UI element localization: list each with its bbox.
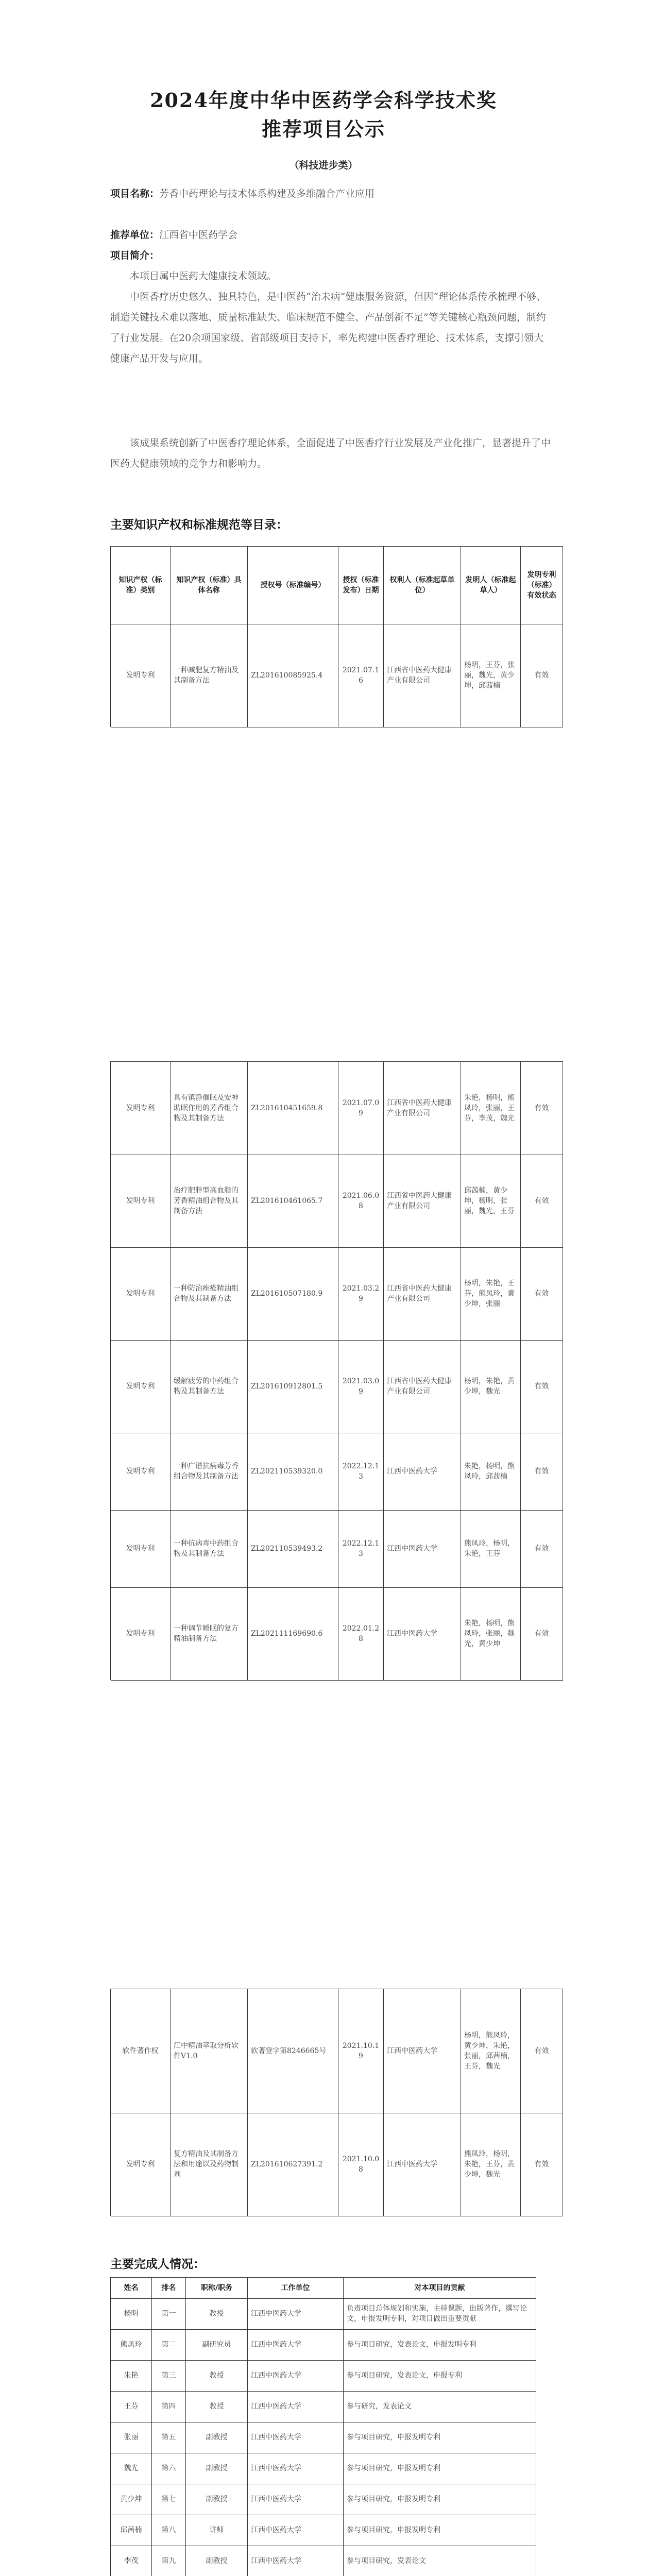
table-cell: 参与项目研究，申报发明专利 [344,2515,536,2546]
table-cell: 江西中医药大学 [248,2298,344,2329]
table-cell: ZL202111169690.6 [248,1587,338,1680]
table-cell: 江西省中医药大健康产业有限公司 [384,624,461,727]
table-cell: 发明专利 [111,1340,171,1433]
table-cell: 第八 [152,2515,186,2546]
table-cell: 参与项目研究，申报发明专利 [344,2422,536,2453]
table-cell: 发明专利 [111,1587,171,1680]
table-cell: 缓解疲劳的中药组合物及其制备方法 [171,1340,248,1433]
table-cell: 朱艳，杨明，熊凤玲，张丽，魏光，黄少坤 [461,1587,521,1680]
table-cell: 江西中医药大学 [248,2360,344,2391]
table-cell: 参与项目研究，申报发明专利 [344,2484,536,2515]
table-cell: 魏光 [111,2453,152,2484]
table-cell: 参与项目研究，发表论文，申报发明专利 [344,2329,536,2360]
table-row [111,2329,536,2361]
table-cell: 2022.12.13 [338,1433,384,1510]
table-cell: 有效 [521,2113,563,2216]
table-cell: 参与项目研究，发表论文，申报专利 [344,2360,536,2391]
table-cell: 有效 [521,1247,563,1340]
table-cell: 杨明，王芬，张丽，魏光，黄少坤，邱茜楠 [461,624,521,727]
table-cell: 第六 [152,2453,186,2484]
table-cell: 发明专利 [111,624,171,727]
table-cell: ZL201610627391.2 [248,2113,338,2216]
table-cell: 有效 [521,1510,563,1587]
table-row [111,1587,563,1681]
summary-p2: 中医香疗历史悠久、独具特色，是中医药“治未病”健康服务资源，但因“理论体系传承梳理不够、制造关键技术难以落地、质量标准缺失、临床规范不健全、产品创新不足”等关键核心瓶颈问题，制约了行业发展。在20余项国家级、省部级项目支持下，率先构建中医香疗理论、技术体系，支撑引领大健康产品开发与应用。 [110,291,547,364]
table-row [111,1155,563,1248]
table-cell: ZL201610451659.8 [248,1062,338,1155]
table-cell: 有效 [521,1340,563,1433]
table-cell: 副教授 [186,2422,248,2453]
table-cell: 一种防治痤疮精油组合物及其制备方法 [171,1247,248,1340]
table-row [111,2360,536,2392]
table-row [111,2391,536,2422]
table-cell: 发明专利 [111,1510,171,1587]
table-cell: 有效 [521,624,563,727]
table-cell: 第四 [152,2391,186,2422]
table-cell: 熊凤玲，杨明，朱艳，王芬 [461,1510,521,1587]
table-cell: 第一 [152,2298,186,2329]
table-cell: 朱艳 [111,2360,152,2391]
table-cell: 黄少坤 [111,2484,152,2515]
table-cell: 软著登字第8246665号 [248,1989,338,2113]
recommender: 江西省中医药学会 [159,229,238,241]
header-cell: 授权号（标准编号） [248,547,338,624]
table-cell: ZL201610912801.5 [248,1340,338,1433]
people-table-block-1 [110,2277,536,2576]
table-cell: 发明专利 [111,1062,171,1155]
table-cell: 江西中医药大学 [248,2546,344,2576]
table-cell: 2022.01.28 [338,1587,384,1680]
table-cell: 朱艳，杨明，熊凤玲，邱茜楠 [461,1433,521,1510]
table-cell: 2021.03.09 [338,1340,384,1433]
table-cell: 江西中医药大学 [384,1587,461,1680]
recommender-label: 推荐单位： [110,229,160,241]
ip-table-block-1 [110,546,563,727]
table-cell: 江西中医药大学 [384,1433,461,1510]
table-cell: 软件著作权 [111,1989,171,2113]
summary-p1: 本项目属中医药大健康技术领域。 [130,270,277,282]
table-row [111,2298,536,2330]
table-cell: 2021.07.09 [338,1062,384,1155]
table-cell: 熊凤玲，杨明，朱艳，王芬，黄少坤，魏光 [461,2113,521,2216]
header-cell: 知识产权（标准）类别 [111,547,171,624]
table-row [111,2453,536,2484]
table-row [111,624,563,727]
table-cell: 副研究员 [186,2329,248,2360]
table-cell: 副教授 [186,2546,248,2576]
header-cell: 工作单位 [248,2278,344,2298]
table-cell: ZL201610507180.9 [248,1247,338,1340]
table-cell: 李茂 [111,2546,152,2576]
table-cell: 有效 [521,1155,563,1247]
ip-table-block-2 [110,1061,563,1680]
table-cell: 江西省中医药大健康产业有限公司 [384,1340,461,1433]
table-cell: 副教授 [186,2453,248,2484]
table-row [111,1062,563,1155]
table-cell: 第五 [152,2422,186,2453]
table-row [111,1510,563,1588]
table-cell: 江西中医药大学 [248,2422,344,2453]
table-row [111,1989,563,2113]
table-cell: 一种抗病毒中药组合物及其制备方法 [171,1510,248,1587]
table-cell: 教授 [186,2391,248,2422]
table-cell: 治疗肥胖型高血脂的芳香精油组合物及其制备方法 [171,1155,248,1247]
table-cell: 一种广谱抗病毒芳香组合物及其制备方法 [171,1433,248,1510]
table-cell: 江西中医药大学 [248,2453,344,2484]
table-cell: 具有镇静催眠及安神助眠作用的芳香组合物及其制备方法 [171,1062,248,1155]
ip-table-block-3 [110,1989,563,2216]
table-cell: 复方精油及其制备方法和用途以及药物制剂 [171,2113,248,2216]
table-cell: 江西省中医药大健康产业有限公司 [384,1062,461,1155]
table-row [111,2113,563,2216]
table-cell: 王芬 [111,2391,152,2422]
table-cell: 有效 [521,1587,563,1680]
table-cell: 一种减肥复方精油及其制备方法 [171,624,248,727]
table-cell: 江西中医药大学 [384,1989,461,2113]
header-cell: 知识产权（标准）具体名称 [171,547,248,624]
summary-p3: 该成果系统创新了中医香疗理论体系，全面促进了中医香疗行业发展及产业化推广，显著提升了中医药大健康领域的竞争力和影响力。 [110,437,551,469]
doc-title-line1: 2024年度中华中医药学会科学技术奖 [150,89,497,112]
table-cell: ZL201610461065.7 [248,1155,338,1247]
table-cell: 2021.06.08 [338,1155,384,1247]
table-cell: 第三 [152,2360,186,2391]
table-cell: 江中精油萃取分析软件V1.0 [171,1989,248,2113]
header-cell: 权利人（标准起草单位） [384,547,461,624]
header-cell: 授权（标准发布）日期 [338,547,384,624]
table-header-row [111,2278,536,2299]
table-cell: 邱茜楠，黄少坤，杨明，张丽，魏光，王芬 [461,1155,521,1247]
table-cell: 杨明，朱艳，王芬，熊凤玲，黄少坤，张丽 [461,1247,521,1340]
recommender-line [110,225,553,245]
table-row [111,2422,536,2453]
table-cell: 第九 [152,2546,186,2576]
table-cell: 江西中医药大学 [248,2484,344,2515]
ip-section-title: 主要知识产权和标准规范等目录： [110,518,288,532]
table-cell: 有效 [521,1989,563,2113]
table-cell: 一种调节睡眠的复方精油制备方法 [171,1587,248,1680]
table-cell: 2021.03.29 [338,1247,384,1340]
table-cell: 参与项目研究，申报发明专利 [344,2453,536,2484]
project-name-label: 项目名称： [110,188,160,199]
table-cell: ZL202110539320.0 [248,1433,338,1510]
table-cell: 江西中医药大学 [248,2329,344,2360]
table-cell: 参与项目研究，发表论文 [344,2546,536,2576]
table-row [111,1340,563,1433]
table-cell: 熊凤玲 [111,2329,152,2360]
table-cell: 2022.12.13 [338,1510,384,1587]
table-row [111,1247,563,1341]
header-cell: 职称/职务 [186,2278,248,2298]
table-row [111,1433,563,1511]
table-cell: 张丽 [111,2422,152,2453]
doc-category: （科技进步类） [289,160,358,171]
table-cell: 发明专利 [111,1247,171,1340]
table-cell: 参与研究，发表论文 [344,2391,536,2422]
project-name: 芳香中药理论与技术体系构建及多维融合产业应用 [159,188,375,199]
table-cell: 杨明，熊凤玲，黄少坤，朱艳，张丽，邱茜楠，王芬，魏光 [461,1989,521,2113]
table-cell: 发明专利 [111,1433,171,1510]
table-cell: 朱艳，杨明，熊凤玲，张丽，王芬，李茂，魏光 [461,1062,521,1155]
table-cell: 江西中医药大学 [384,1510,461,1587]
table-header-row [111,547,563,624]
header-cell: 发明专利（标准）有效状态 [521,547,563,624]
table-cell: 江西中医药大学 [248,2515,344,2546]
table-cell: 讲师 [186,2515,248,2546]
table-row [111,2546,536,2576]
table-row [111,2484,536,2515]
table-cell: 第七 [152,2484,186,2515]
doc-title-line2: 推荐项目公示 [261,117,385,141]
header-cell: 对本项目的贡献 [344,2278,536,2298]
table-cell: ZL201610085925.4 [248,624,338,727]
table-cell: 2021.10.08 [338,2113,384,2216]
table-cell: 副教授 [186,2484,248,2515]
people-section-title: 主要完成人情况： [110,2257,205,2271]
table-cell: 有效 [521,1433,563,1510]
table-cell: ZL202110539493.2 [248,1510,338,1587]
table-row [111,2515,536,2546]
table-cell: 江西中医药大学 [248,2391,344,2422]
table-cell: 邱茜楠 [111,2515,152,2546]
table-cell: 发明专利 [111,2113,171,2216]
table-cell: 江西中医药大学 [384,2113,461,2216]
table-cell: 2021.10.19 [338,1989,384,2113]
header-cell: 发明人（标准起草人） [461,547,521,624]
table-cell: 发明专利 [111,1155,171,1247]
table-cell: 杨明，朱艳，黄少坤，魏光 [461,1340,521,1433]
table-cell: 2021.07.16 [338,624,384,727]
table-cell: 有效 [521,1062,563,1155]
table-cell: 教授 [186,2360,248,2391]
table-cell: 江西省中医药大健康产业有限公司 [384,1247,461,1340]
table-cell: 杨明 [111,2298,152,2329]
table-cell: 江西省中医药大健康产业有限公司 [384,1155,461,1247]
project-name-line [110,183,553,204]
header-cell: 姓名 [111,2278,152,2298]
table-cell: 教授 [186,2298,248,2329]
summary-label: 项目简介： [110,250,160,261]
table-cell: 第二 [152,2329,186,2360]
header-cell: 排名 [152,2278,186,2298]
table-cell: 负责项目总体规划和实施，主持课题，出版著作，撰写论文，申报发明专利，对项目做出重要贡献 [344,2298,536,2329]
